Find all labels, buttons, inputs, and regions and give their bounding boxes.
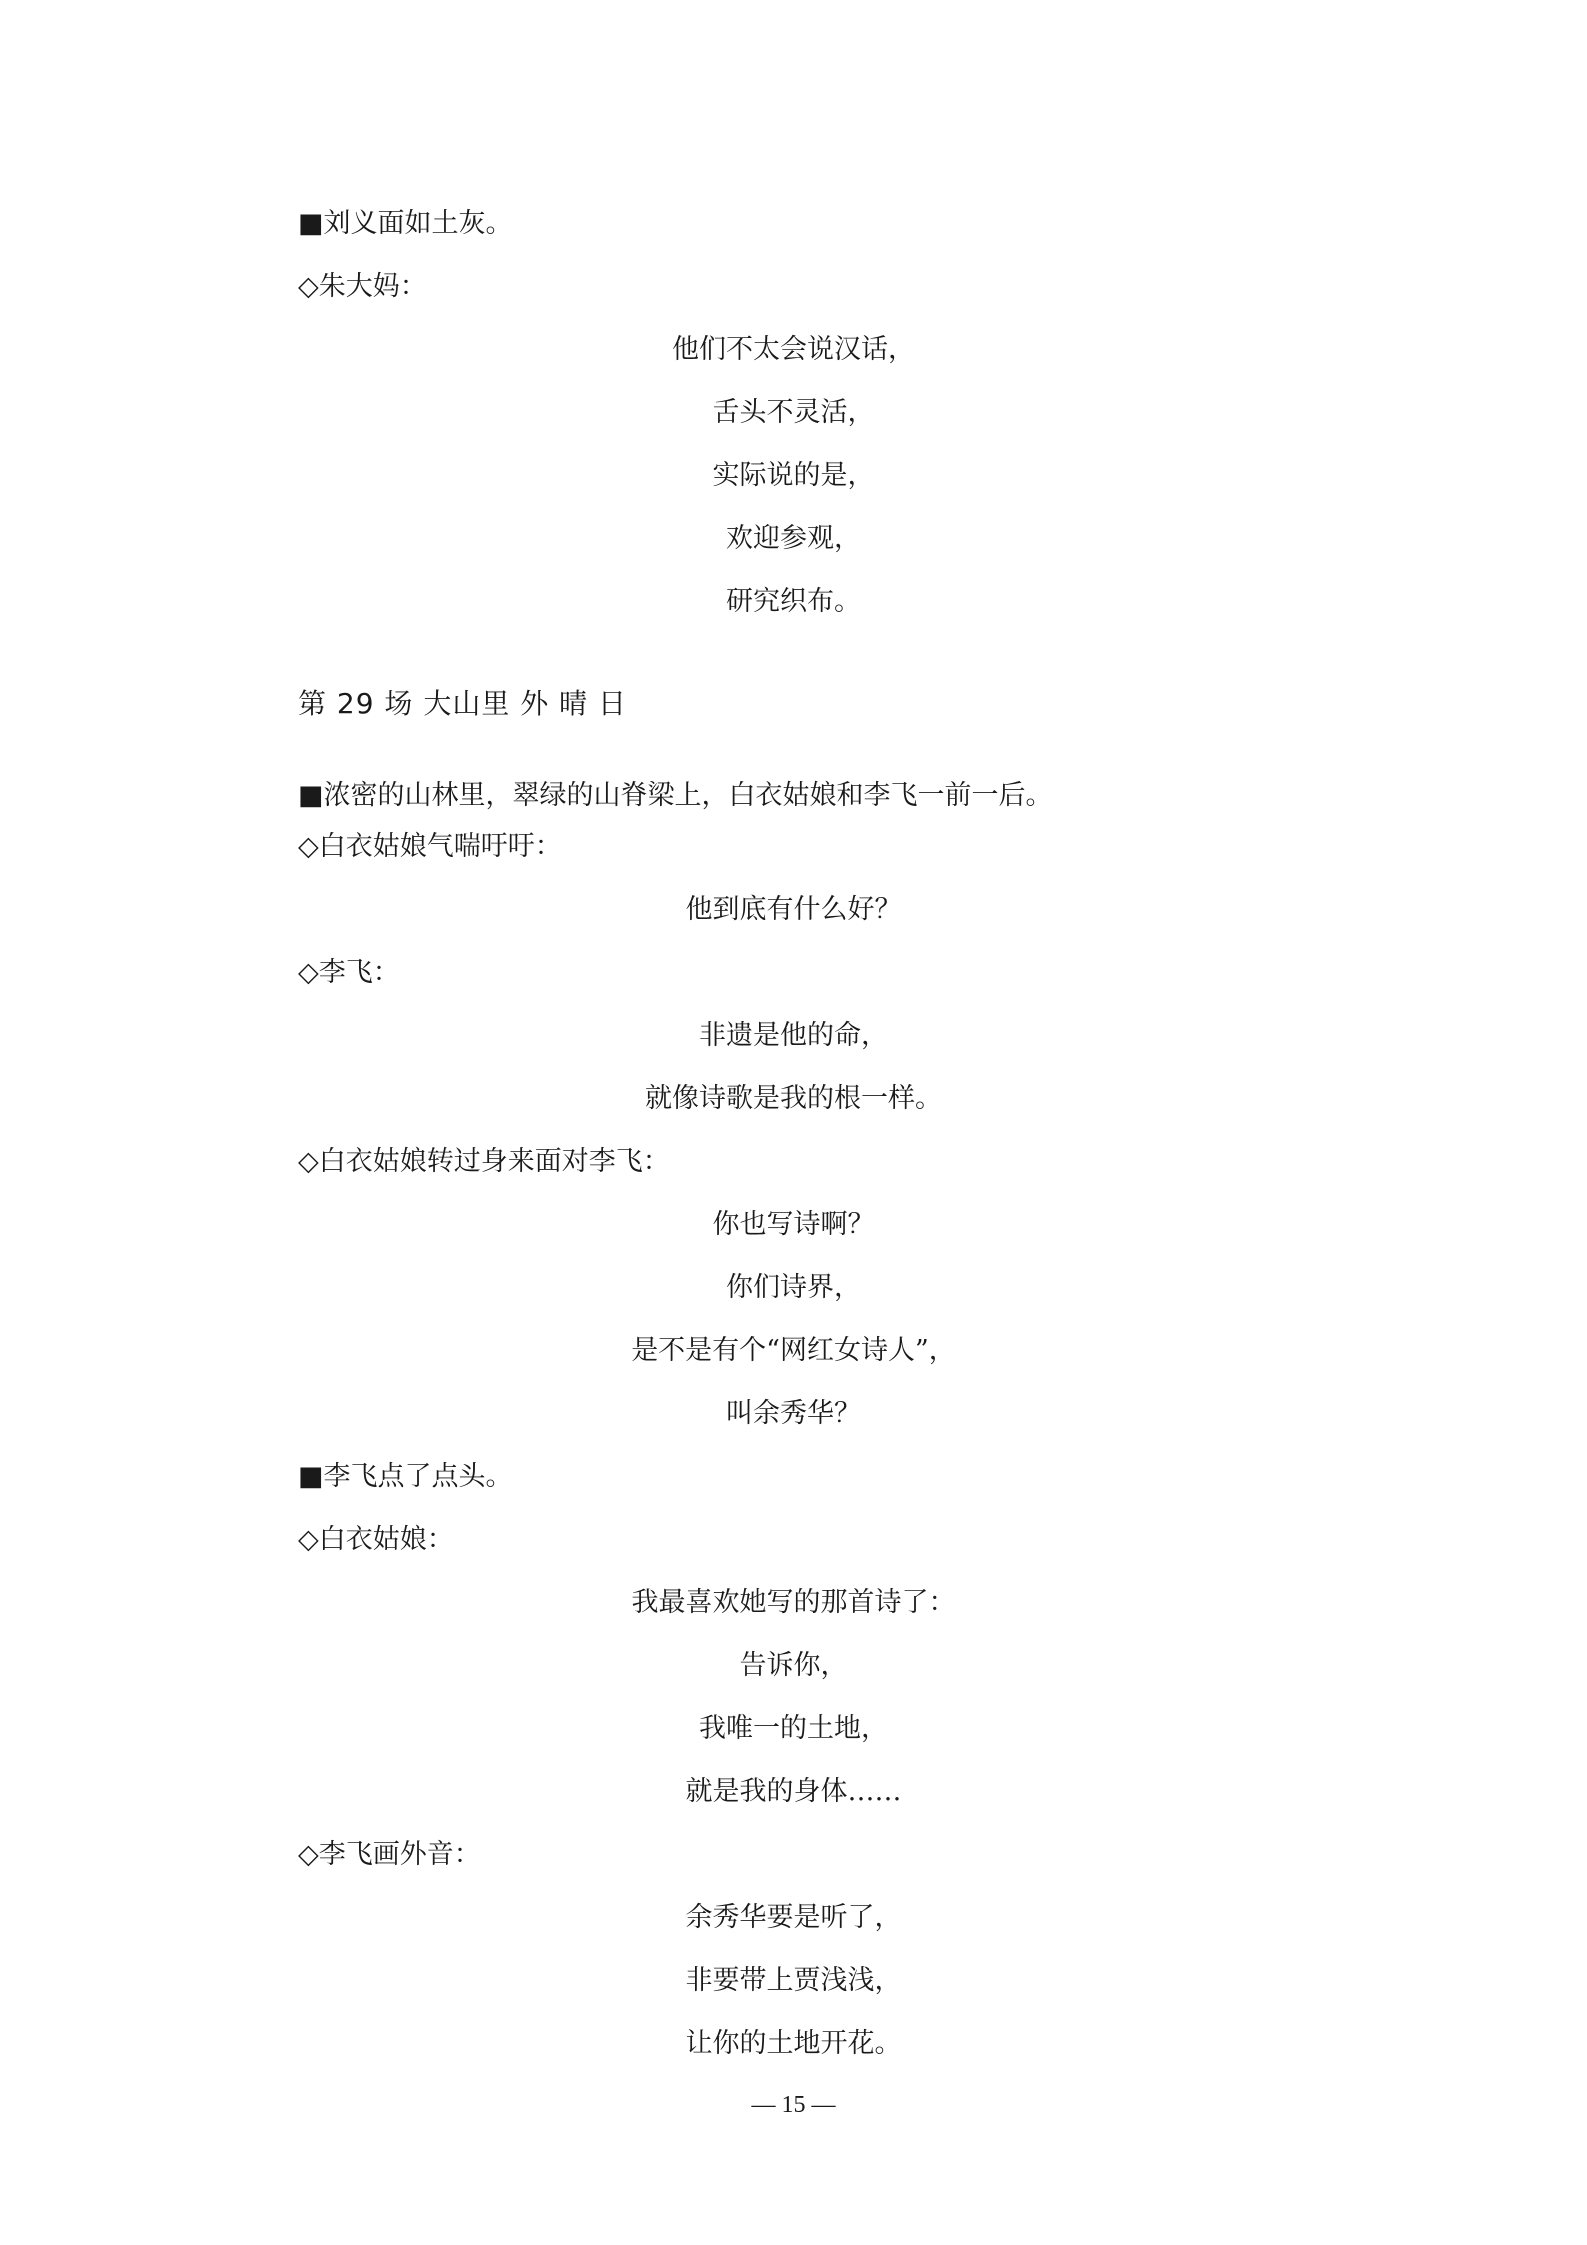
dialogue-line: 他们不太会说汉话， [672,334,915,365]
dialogue-line: 余秀华要是听了， [685,1902,902,1933]
dialogue-line: 舌头不灵活， [712,397,875,428]
page-number: — 15 — [751,2092,836,2118]
speaker-label: ◇李飞： [298,957,400,988]
dialogue-line: 非要带上贾浅浅， [685,1965,902,1996]
scene-heading: 第 29 场 大山里 外 晴 日 [298,687,628,720]
speaker-label: ◇白衣姑娘： [298,1524,454,1555]
stage-direction: ■李飞点了点头。 [298,1461,513,1492]
speaker-label: ◇朱大妈： [298,271,427,302]
dialogue-line: 是不是有个“网红女诗人”， [631,1335,956,1366]
dialogue-line: 我唯一的土地， [699,1713,888,1744]
stage-direction: ■浓密的山林里，翠绿的山脊梁上，白衣姑娘和李飞一前一后。 [298,780,1053,811]
speaker-label: ◇李飞画外音： [298,1839,481,1870]
dialogue-line: 让你的土地开花。 [685,2028,902,2059]
speaker-label: ◇白衣姑娘气喘吁吁： [298,831,562,862]
dialogue-line: 就像诗歌是我的根一样。 [645,1083,942,1114]
dialogue-line: 我最喜欢她写的那首诗了： [631,1587,956,1618]
dialogue-line: 非遗是他的命， [699,1020,888,1051]
dialogue-line: 他到底有什么好？ [685,894,902,925]
stage-direction: ■刘义面如土灰。 [298,208,513,239]
dialogue-line: 实际说的是， [712,460,875,491]
dialogue-line: 就是我的身体…… [685,1776,902,1807]
dialogue-line: 叫余秀华？ [726,1398,861,1429]
dialogue-line: 你们诗界， [726,1272,861,1303]
dialogue-line: 告诉你， [739,1650,848,1681]
dialogue-line: 欢迎参观， [726,523,861,554]
dialogue-line: 研究织布。 [726,586,861,617]
dialogue-line: 你也写诗啊？ [712,1209,875,1240]
speaker-label: ◇白衣姑娘转过身来面对李飞： [298,1146,670,1177]
